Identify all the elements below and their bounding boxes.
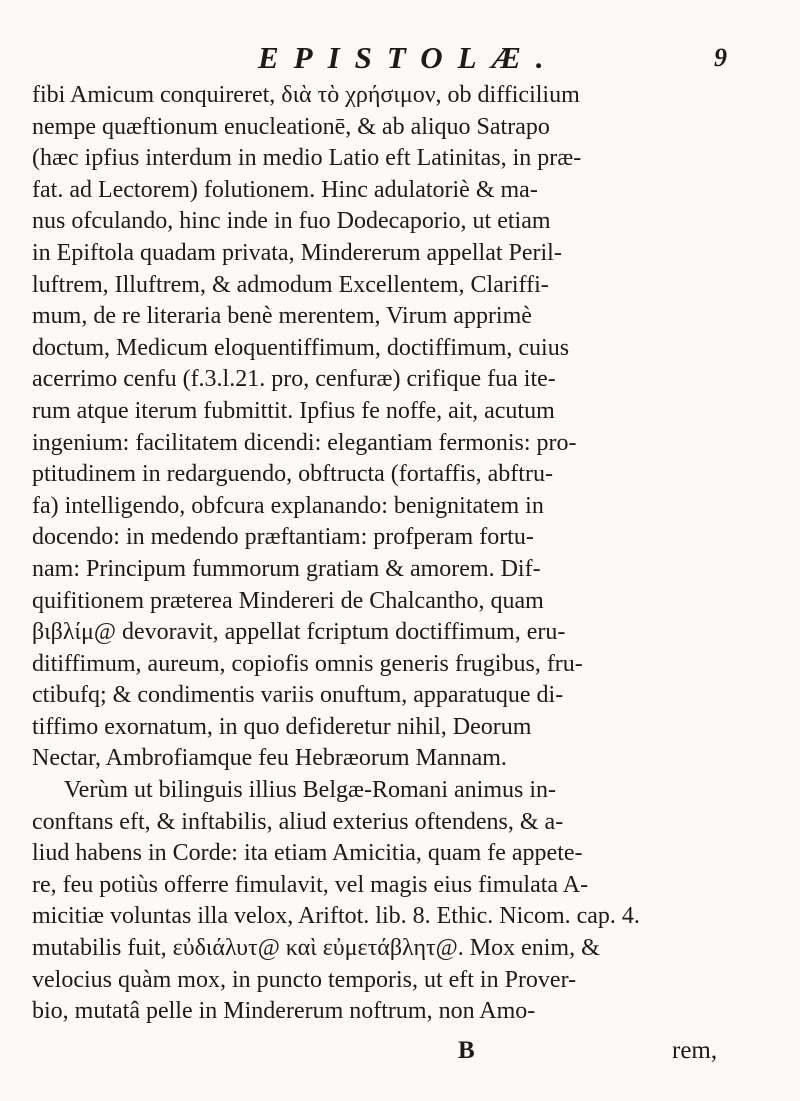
text-line: fa) intelligendo, obfcura explanando: benignitatem in [32, 492, 544, 519]
page-footer [0, 1034, 800, 1068]
text-line: mum, de re literaria benè merentem, Virum apprimè [32, 303, 532, 330]
text-line: docendo: in medendo præftantiam: profperam fortu- [32, 524, 534, 551]
text-line: quifitionem præterea Mindereri de Chalcantho, quam [32, 587, 544, 614]
text-line: luftrem, Illuftrem, & admodum Excellentem, Clariffi- [32, 271, 549, 298]
text-line: in Epiftola quadam privata, Mindererum appellat Peril- [32, 239, 562, 266]
text-line: liud habens in Corde: ita etiam Amicitia, quam fe appete- [32, 840, 583, 867]
text-line: (hæc ipfius interdum in medio Latio eft Latinitas, in præ- [32, 145, 582, 172]
page-header [0, 38, 800, 78]
running-head: EPISTOLÆ. [258, 40, 559, 75]
catchword: rem, [672, 1037, 718, 1064]
text-line: ditiffimum, aureum, copiofis omnis generis frugibus, fru- [32, 650, 583, 677]
text-line: conftans eft, & inftabilis, aliud exterius oftendens, & a- [32, 808, 564, 835]
folio-mark: 9 [714, 43, 727, 72]
paragraph-start-line: Verùm ut bilinguis illius Belgæ-Romani animus in- [64, 777, 556, 804]
body-text [32, 80, 766, 1028]
text-line: tiffimo exornatum, in quo defideretur nihil, Deorum [32, 713, 532, 740]
text-line: nus ofculando, hinc inde in fuo Dodecaporio, ut etiam [32, 208, 551, 235]
text-line: bio, mutatâ pelle in Mindererum noftrum, non Amo- [32, 998, 536, 1025]
text-line: fat. ad Lectorem) folutionem. Hinc adulatoriè & ma- [32, 176, 538, 203]
text-line: re, feu potiùs offerre fimulavit, vel magis eius fimulata A- [32, 871, 589, 898]
text-line: velocius quàm mox, in puncto temporis, ut eft in Prover- [32, 966, 577, 993]
text-line: ctibufq; & condimentis variis onuftum, apparatuque di- [32, 682, 564, 709]
text-line: mutabilis fuit, εὐδιάλυτ@ καὶ εὐμετάβλητ@. Mox enim, & [32, 935, 600, 962]
text-line: Nectar, Ambrofiamque feu Hebræorum Mannam. [32, 745, 507, 772]
text-line: micitiæ voluntas illa velox, Ariftot. lib. 8. Ethic. Nicom. cap. 4. [32, 903, 640, 930]
signature-mark: B [458, 1037, 475, 1064]
text-line: acerrimo cenfu (f.3.l.21. pro, cenfuræ) crifique fua ite- [32, 366, 556, 393]
text-line: fibi Amicum conquireret, διὰ τὸ χρήσιμον, ob difficilium [32, 82, 580, 108]
text-line: nam: Principum fummorum gratiam & amorem. Dif- [32, 555, 541, 582]
text-line: βιβλίμ@ devoravit, appellat fcriptum doctiffimum, eru- [32, 619, 566, 646]
text-line: ptitudinem in redarguendo, obftructa (fortaffis, abftru- [32, 461, 553, 488]
text-line: doctum, Medicum eloquentiffimum, doctiffimum, cuius [32, 334, 570, 361]
text-line: ingenium: facilitatem dicendi: elegantiam fermonis: pro- [32, 429, 577, 456]
text-line: rum atque iterum fubmittit. Ipfius fe noffe, ait, acutum [32, 397, 555, 424]
text-line: nempe quæftionum enucleationē, & ab aliquo Satrapo [32, 113, 550, 140]
